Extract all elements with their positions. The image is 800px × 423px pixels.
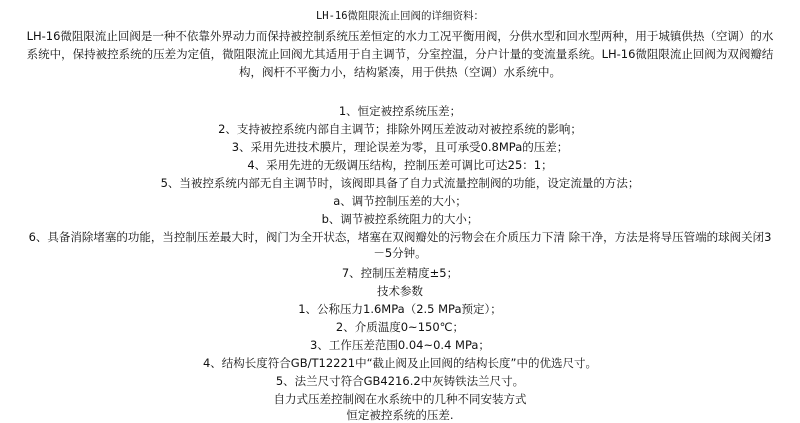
spec-item: 1、公称压力1.6MPa（2.5 MPa预定）； [298,302,502,316]
intro-line-3: 构，阀杆不平衡力小，结构紧凑，用于供热（空调）水系统中。 [239,65,561,79]
intro-line-2: 系统中，保持被控系统的压差为定值，微阻限流止回阀尤其适用于自主调节，分室控温，分户计量的变流量系统。LH-16微阻限流止回阀为双阀瓣结 [26,47,774,61]
feature-item-continued: －5分钟。 [373,246,427,260]
feature-item: 7、控制压差精度±5； [341,266,459,280]
specs-heading: 技术参数 [377,284,423,298]
doc-title: LH-16微阻限流止回阀的详细资料： [315,10,485,22]
feature-item: 4、采用先进的无级调压结构，控制压差可调比可达25：1； [247,158,553,172]
feature-item: 3、采用先进技术膜片，理论误差为零，且可承受0.8MPa的压差； [231,140,569,154]
feature-item: 5、当被控系统内部无自主调节时，该阀即具备了自力式流量控制阀的功能，设定流量的方法； [160,176,640,190]
feature-item: 1、恒定被控系统压差； [338,104,462,118]
spec-item: 3、工作压差范围0.04~0.4 MPa； [310,338,490,352]
feature-subitem: b、调节被控系统阻力的大小； [321,212,479,226]
spec-item: 4、结构长度符合GB/T12221中“截止阀及止回阀的结构长度”中的优选尺寸。 [202,356,597,370]
feature-subitem: a、调节控制压差的大小； [333,194,467,208]
feature-item: 6、具备消除堵塞的功能，当控制压差最大时，阀门为全开状态，堵塞在双阀瓣处的污物会在介质压力下清 除干净，方法是将导压管端的球阀关闭3 [28,230,772,244]
spec-item: 5、法兰尺寸符合GB4216.2中灰铸铁法兰尺寸。 [275,374,525,388]
feature-item: 2、支持被控系统内部自主调节；排除外网压差波动对被控系统的影响； [218,122,582,136]
intro-line-1: LH-16微阻限流止回阀是一种不依靠外界动力而保持被控制系统压差恒定的水力工况平衡用阀，分供水型和回水型两种，用于城镇供热（空调）的水 [26,29,774,43]
spec-item: 2、介质温度0~150℃； [335,320,465,334]
closing-line: 恒定被控系统的压差. [346,408,454,422]
closing-line: 自力式压差控制阀在水系统中的几种不同安装方式 [273,392,527,406]
